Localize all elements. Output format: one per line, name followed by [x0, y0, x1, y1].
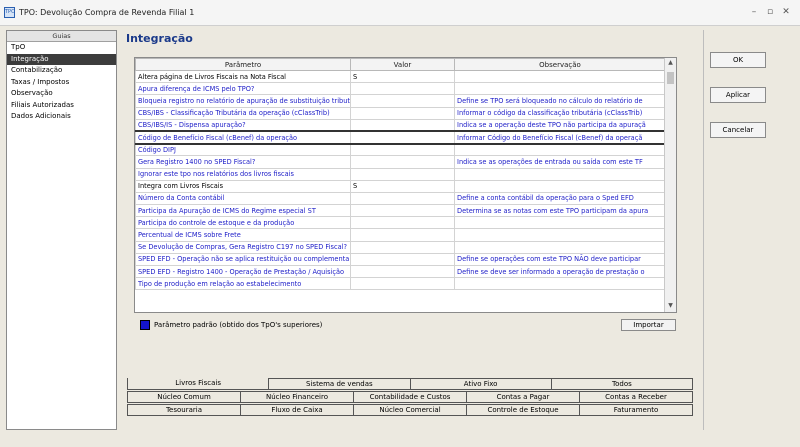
cell-value[interactable]: S [351, 180, 455, 192]
table-row[interactable] [136, 241, 666, 253]
tab[interactable]: Tesouraria [127, 404, 241, 416]
title-bar [0, 0, 800, 26]
cell-observation: Informar Código do Benefício Fiscal (cBenef) da operaçã [455, 131, 666, 143]
cell-value[interactable] [351, 217, 455, 229]
restore-icon[interactable]: ▫ [766, 7, 774, 17]
scroll-thumb[interactable] [667, 72, 674, 84]
cell-value[interactable] [351, 192, 455, 204]
cell-value[interactable] [351, 168, 455, 180]
cell-observation: Indica se a operação deste TPO não participa da apuraçã [455, 119, 666, 131]
cell-observation: Determina se as notas com este TPO participam da apura [455, 205, 666, 217]
cell-observation: Define se deve ser informado a operação de prestação o [455, 266, 666, 278]
cell-value[interactable] [351, 266, 455, 278]
cell-observation: Define se operações com este TPO NÃO deve participar [455, 253, 666, 265]
close-icon[interactable]: ✕ [782, 7, 790, 17]
cell-param[interactable]: Ignorar este tpo nos relatórios dos livros fiscais [136, 168, 351, 180]
main-panel [121, 30, 696, 430]
tabs-row-3 [127, 404, 693, 416]
tab[interactable]: Núcleo Financeiro [241, 391, 354, 403]
cell-param[interactable]: SPED EFD - Registro 1400 - Operação de Prestação / Aquisição [136, 266, 351, 278]
cell-observation: Define se TPO será bloqueado no cálculo do relatório de [455, 95, 666, 107]
guides-header: Guias [7, 31, 116, 42]
tab[interactable]: Ativo Fixo [411, 378, 552, 390]
tab[interactable]: Controle de Estoque [467, 404, 580, 416]
tab[interactable]: Sistema de vendas [269, 378, 410, 390]
minimize-icon[interactable]: – [751, 7, 757, 17]
guide-item[interactable]: Integração [7, 54, 116, 66]
cell-param[interactable]: CBS/IBS/IS - Dispensa apuração? [136, 119, 351, 131]
scroll-down-icon[interactable]: ▼ [668, 302, 673, 309]
tab[interactable]: Fluxo de Caixa [241, 404, 354, 416]
tabs-row-2 [127, 391, 693, 403]
import-button[interactable]: Importar [621, 319, 676, 331]
cell-param[interactable]: Altera página de Livros Fiscais na Nota Fiscal [136, 71, 351, 83]
tab[interactable]: Todos [552, 378, 693, 390]
column-header-obs[interactable]: Observação [455, 59, 666, 71]
cell-param[interactable]: Participa da Apuração de ICMS do Regime especial ST [136, 205, 351, 217]
guide-item[interactable]: Dados Adicionais [11, 112, 71, 120]
cell-value[interactable] [351, 205, 455, 217]
cell-observation [455, 241, 666, 253]
cell-observation [455, 217, 666, 229]
table-row[interactable] [136, 168, 666, 180]
table-row[interactable] [136, 229, 666, 241]
page-title: Integração [126, 32, 193, 45]
table-row[interactable] [136, 83, 666, 95]
tab[interactable]: Contas a Receber [580, 391, 693, 403]
vertical-scrollbar[interactable] [664, 58, 676, 312]
table-row[interactable] [136, 119, 666, 131]
table-row[interactable] [136, 180, 666, 192]
table-row[interactable] [136, 156, 666, 168]
cell-value[interactable] [351, 278, 455, 290]
cell-observation [455, 180, 666, 192]
cell-observation [455, 278, 666, 290]
table-row[interactable] [136, 217, 666, 229]
cell-param[interactable]: Bloqueia registro no relatório de apuração de substituição tribut [136, 95, 351, 107]
cell-observation [455, 71, 666, 83]
table-row[interactable] [136, 253, 666, 265]
cell-value[interactable] [351, 144, 455, 156]
cell-param[interactable]: Participa do controle de estoque e da produção [136, 217, 351, 229]
cell-value[interactable] [351, 229, 455, 241]
cell-value[interactable] [351, 95, 455, 107]
window-title: TPO: Devolução Compra de Revenda Filial 1 [19, 8, 195, 17]
cell-param[interactable]: SPED EFD - Operação não se aplica restituição ou complementa [136, 253, 351, 265]
guide-item[interactable]: Observação [11, 89, 53, 97]
cell-param[interactable]: Integra com Livros Fiscais [136, 180, 351, 192]
cell-value[interactable] [351, 131, 455, 143]
cell-observation [455, 229, 666, 241]
ok-button[interactable]: OK [710, 52, 766, 68]
app-icon: TPO [4, 7, 15, 18]
guide-item[interactable]: Filiais Autorizadas [11, 100, 74, 109]
cell-param[interactable]: Se Devolução de Compras, Gera Registro C197 no SPED Fiscal? [136, 241, 351, 253]
tab[interactable]: Contas a Pagar [467, 391, 580, 403]
cell-value[interactable] [351, 241, 455, 253]
parameter-grid [134, 57, 677, 313]
table-row[interactable] [136, 107, 666, 119]
cell-observation [455, 168, 666, 180]
cell-observation [455, 144, 666, 156]
table-row[interactable] [136, 144, 666, 156]
cell-observation: Indica se as operações de entrada ou saída com este TF [455, 156, 666, 168]
cell-value[interactable] [351, 156, 455, 168]
tabs-row-1 [127, 378, 693, 390]
cell-value[interactable] [351, 107, 455, 119]
cell-param[interactable]: Gera Registro 1400 no SPED Fiscal? [136, 156, 351, 168]
legend-swatch [140, 320, 150, 330]
cell-value[interactable]: S [351, 71, 455, 83]
scroll-up-icon[interactable]: ▲ [668, 59, 673, 66]
table-row[interactable] [136, 278, 666, 290]
tab[interactable]: Livros Fiscais [127, 378, 269, 390]
tab[interactable]: Faturamento [580, 404, 693, 416]
cell-param[interactable]: Número da Conta contábil [136, 192, 351, 204]
table-row[interactable] [136, 205, 666, 217]
column-header-value[interactable]: Valor [351, 59, 455, 71]
tab[interactable]: Núcleo Comum [127, 391, 241, 403]
guides-list [7, 42, 116, 123]
tab[interactable]: Núcleo Comercial [354, 404, 467, 416]
guide-item[interactable]: TpO [11, 43, 26, 51]
cell-param[interactable]: Tipo de produção em relação ao estabelecimento [136, 278, 351, 290]
column-header-param[interactable]: Parâmetro [136, 59, 351, 71]
table-row[interactable] [136, 131, 666, 143]
cell-value[interactable] [351, 253, 455, 265]
cell-value[interactable] [351, 119, 455, 131]
cell-param[interactable]: Percentual de ICMS sobre Frete [136, 229, 351, 241]
cell-observation [455, 83, 666, 95]
cell-param[interactable]: Código DIPJ [136, 144, 351, 156]
apply-button[interactable]: Aplicar [710, 87, 766, 103]
table-row[interactable] [136, 266, 666, 278]
table-row[interactable] [136, 71, 666, 83]
cell-param[interactable]: CBS/IBS - Classificação Tributária da operação (cClassTrib) [136, 107, 351, 119]
cell-param[interactable]: Apura diferença de ICMS pelo TPO? [136, 83, 351, 95]
guide-item[interactable]: Taxas / Impostos [11, 77, 70, 86]
table-row[interactable] [136, 95, 666, 107]
cell-observation: Define a conta contábil da operação para o Sped EFD [455, 192, 666, 204]
cancel-button[interactable]: Cancelar [710, 122, 766, 138]
guide-item[interactable]: Contabilização [11, 66, 63, 74]
cell-observation: Informar o código da classificação tributária (cClassTrib) [455, 107, 666, 119]
guides-panel [6, 30, 117, 430]
legend-text: Parâmetro padrão (obtido dos TpO's superiores) [154, 321, 323, 329]
tab[interactable]: Contabilidade e Custos [354, 391, 467, 403]
cell-value[interactable] [351, 83, 455, 95]
cell-param[interactable]: Código de Benefício Fiscal (cBenef) da operação [136, 131, 351, 143]
table-row[interactable] [136, 192, 666, 204]
